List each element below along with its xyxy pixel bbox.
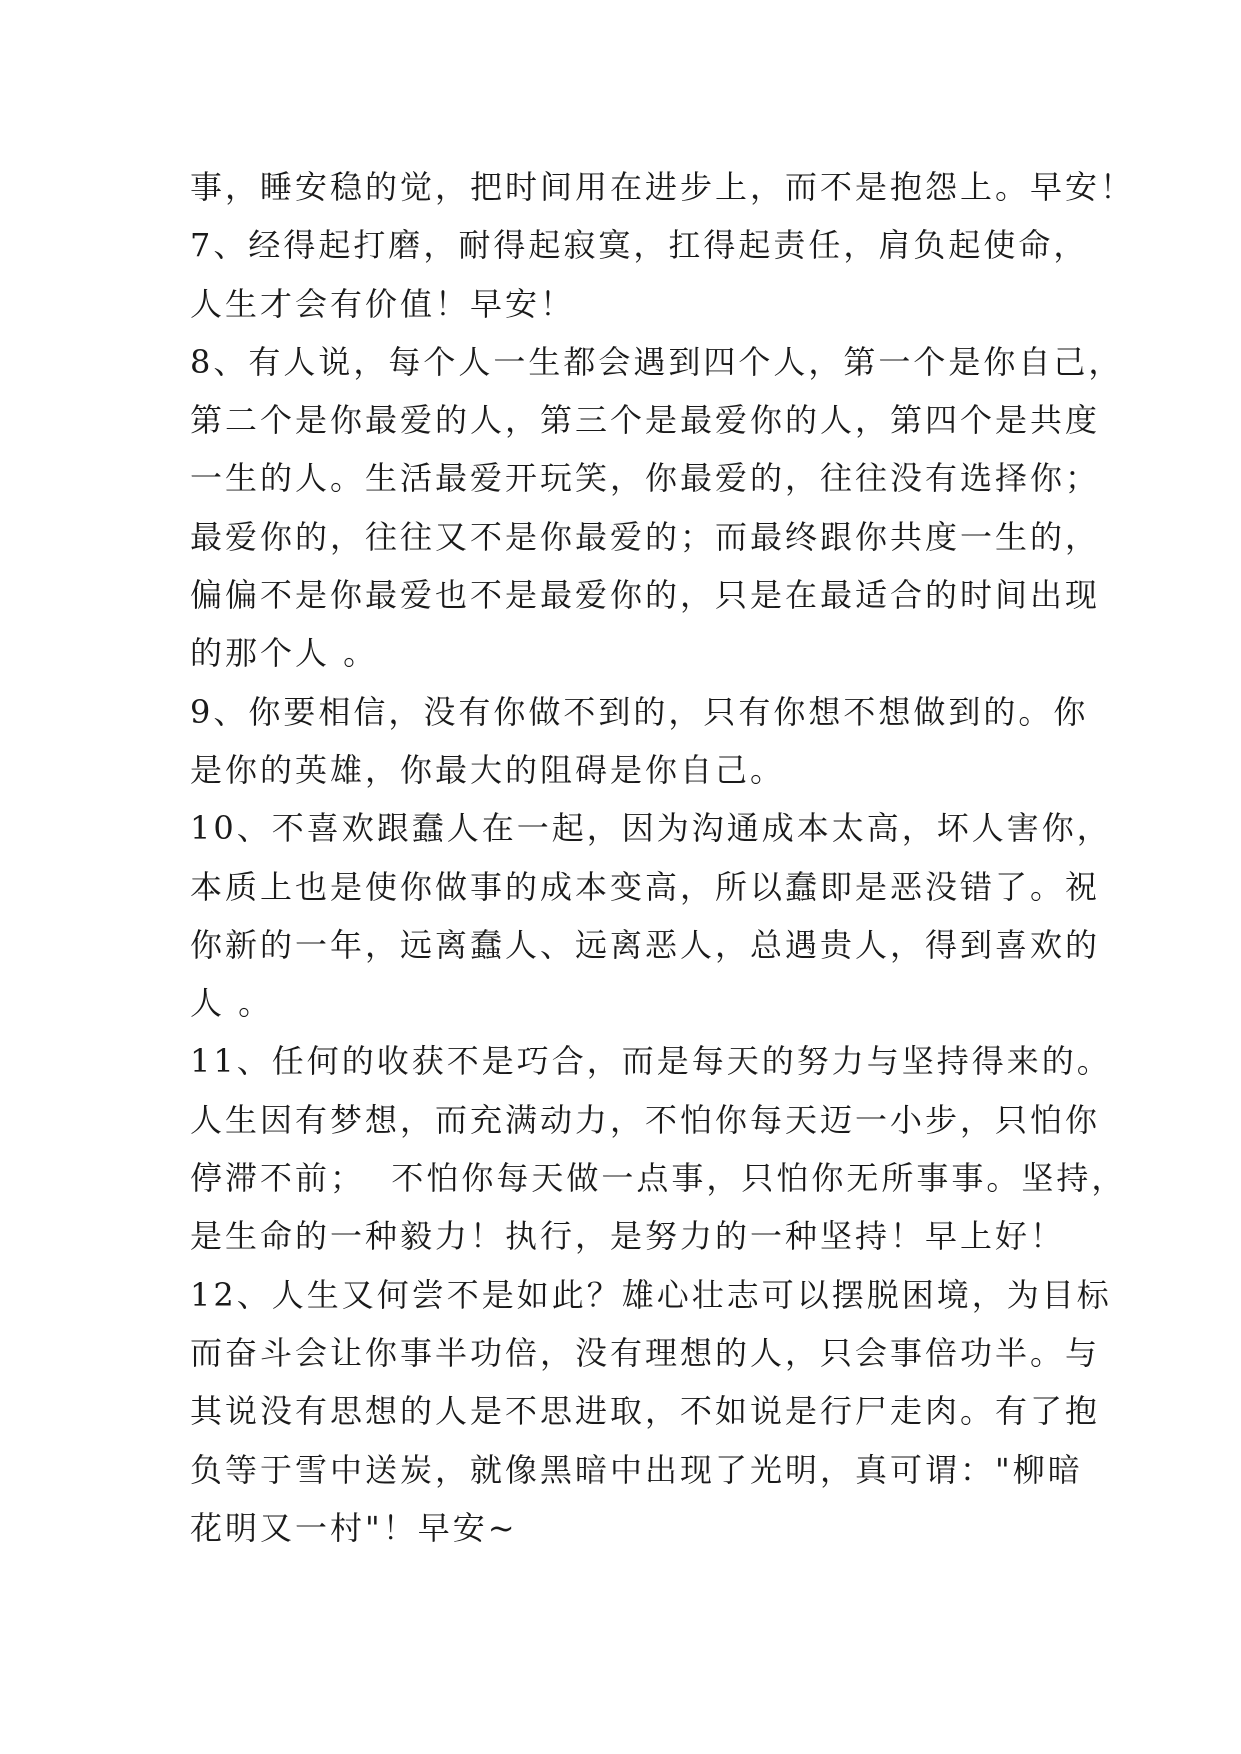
text-line: 8、有人说，每个人一生都会遇到四个人，第一个是你自己， <box>190 342 1124 381</box>
text-line: 偏偏不是你最爱也不是最爱你的，只是在最适合的时间出现 <box>190 576 1101 615</box>
text-line: 事，睡安稳的觉，把时间用在进步上，而不是抱怨上。早安！ <box>190 168 1136 206</box>
text-line: 其说没有思想的人是不思进取，不如说是行尸走肉。有了抱 <box>190 1392 1101 1431</box>
text-line: 你新的一年，远离蠢人、远离恶人，总遇贵人，得到喜欢的 <box>190 925 1101 964</box>
text-line: 停滞不前； 不怕你每天做一点事，只怕你无所事事。坚持， <box>190 1159 1127 1198</box>
document-body-text <box>190 158 1136 1557</box>
text-line: 11、任何的收获不是巧合，而是每天的努力与坚持得来的。 <box>190 1042 1112 1081</box>
text-line: 是你的英雄，你最大的阻碍是你自己。 <box>190 750 786 789</box>
text-line: 负等于雪中送炭，就像黑暗中出现了光明，真可谓："柳暗 <box>190 1450 1083 1489</box>
text-line: 本质上也是使你做事的成本变高，所以蠢即是恶没错了。祝 <box>190 867 1101 906</box>
text-line: 的那个人 。 <box>190 634 379 673</box>
text-line: 最爱你的，往往又不是你最爱的；而最终跟你共度一生的， <box>190 517 1101 556</box>
text-line: 9、你要相信，没有你做不到的，只有你想不想做到的。你 <box>190 692 1089 731</box>
text-line: 花明又一村"！早安~ <box>190 1508 518 1547</box>
text-line: 第二个是你最爱的人，第三个是最爱你的人，第四个是共度 <box>190 401 1101 440</box>
text-line: 10、不喜欢跟蠢人在一起，因为沟通成本太高，坏人害你， <box>190 809 1112 848</box>
text-line: 12、人生又何尝不是如此？雄心壮志可以摆脱困境，为目标 <box>190 1275 1112 1314</box>
text-line: 人生才会有价值！早安！ <box>190 284 576 323</box>
text-line: 7、经得起打磨，耐得起寂寞，扛得起责任，肩负起使命， <box>190 226 1089 265</box>
text-line: 一生的人。生活最爱开玩笑，你最爱的，往往没有选择你； <box>190 459 1101 498</box>
text-line: 人生因有梦想，而充满动力，不怕你每天迈一小步，只怕你 <box>190 1100 1101 1139</box>
text-line: 人 。 <box>190 984 274 1023</box>
text-line: 是生命的一种毅力！执行，是努力的一种坚持！早上好！ <box>190 1217 1066 1256</box>
text-line: 而奋斗会让你事半功倍，没有理想的人，只会事倍功半。与 <box>190 1333 1101 1372</box>
